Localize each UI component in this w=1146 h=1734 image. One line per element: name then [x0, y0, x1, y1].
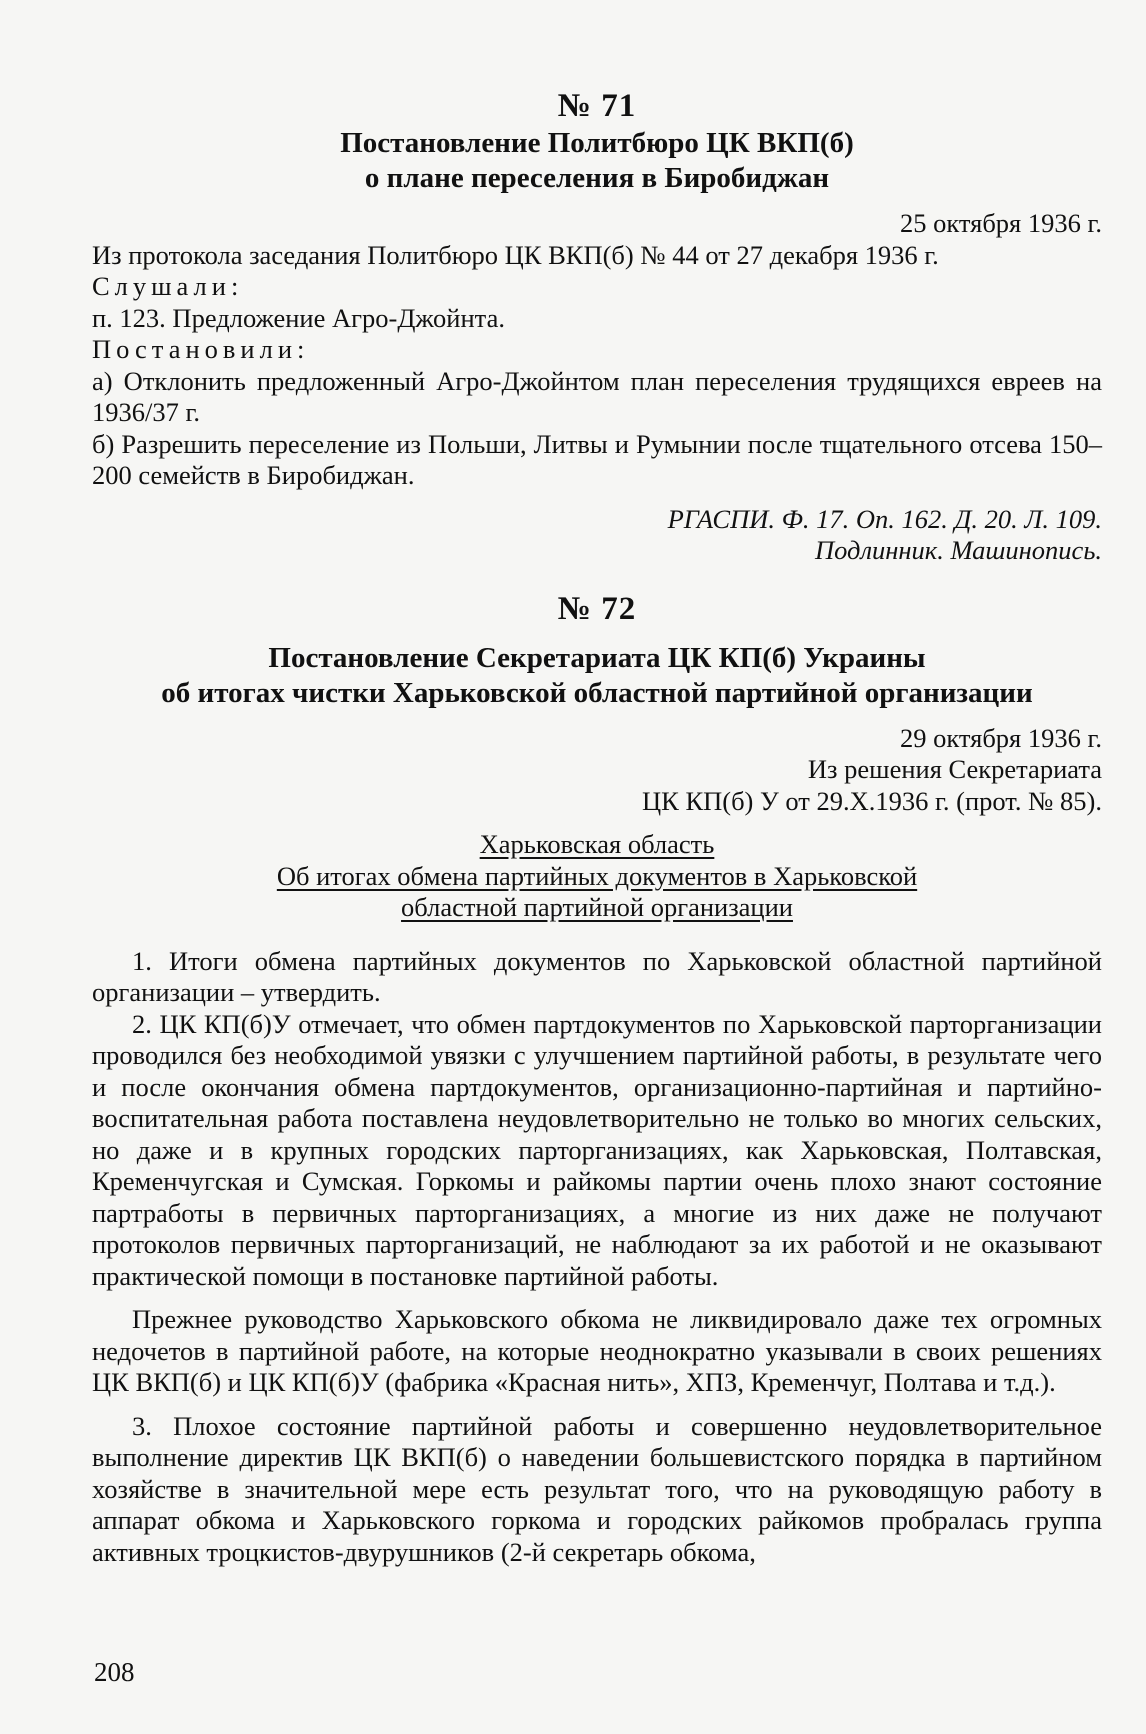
doc72-decision-line1: Из решения Секретариата [807, 754, 1102, 784]
doc72-title-line1: Постановление Секретариата ЦК КП(б) Украины [268, 641, 926, 674]
doc71-original: Подлинник. Машинопись. [815, 535, 1102, 565]
doc72-subject-line2: областной партийной организации [401, 892, 793, 922]
doc72-paragraph-1: 1. Итоги обмена партийных документов по Харьковской областной партийной организации – утвердить. [92, 945, 1102, 1007]
doc72-paragraph-3: Прежнее руководство Харьковского обкома не ликвидировало даже тех огромных недочетов в партийной работе, на которые неоднократно указывали в своих решениях ЦК ВКП(б) и ЦК КП(б)У (фабрика «Красная нить», ХПЗ, Кременчуг, Полтава и т.д.). [92, 1304, 1102, 1397]
doc71-protocol: Из протокола заседания Политбюро ЦК ВКП(б) № 44 от 27 декабря 1936 г. [92, 239, 939, 270]
doc71-resolved-label: Постановили: [92, 334, 310, 364]
doc71-title-line1: Постановление Политбюро ЦК ВКП(б) [340, 127, 854, 159]
doc71-heard-item: п. 123. Предложение Агро-Джойнта. [92, 302, 505, 333]
doc72-paragraph-2: 2. ЦК КП(б)У отмечает, что обмен партдокументов по Харьковской парторганизации проводился без необходимой увязки с улучшением партийной работы, в результате чего и после окончания обмена партдокументов, организационно-партийная и партийно-воспитательная работа поставлена неудовлетворительно не только во многих сельских, но даже и в крупных городских парторганизациях, как Харьковская, Полтавская, Кременчугская и Сумская. Горкомы и райкомы партии очень плохо знают состояние партработы в первичных парторганизациях, а многие из них даже не получают протоколов первичных парторганизаций, не наблюдают за их работой и не оказывают практической помощи в постановке партийной работы. [92, 1008, 1102, 1291]
doc72-title-line2: об итогах чистки Харьковской областной партийной организации [161, 676, 1033, 709]
doc72-subject-line1: Об итогах обмена партийных документов в Харьковской [276, 860, 918, 891]
doc71-title-line2: о плане переселения в Биробиджан [364, 162, 830, 194]
doc71-point-a: а) Отклонить предложенный Агро-Джойнтом план переселения трудящихся евреев на 1936/37 г. [92, 365, 1102, 427]
doc71-date: 25 октября 1936 г. [900, 208, 1102, 238]
doc71-point-b: б) Разрешить переселение из Польши, Литвы и Румынии после тщательного отсева 150–200 семейств в Биробиджан. [92, 428, 1102, 490]
doc71-source: РГАСПИ. Ф. 17. Оп. 162. Д. 20. Л. 109. [667, 503, 1102, 534]
doc72-region: Харьковская область [479, 829, 715, 859]
doc71-number: № 71 [557, 88, 637, 124]
doc72-date: 29 октября 1936 г. [900, 722, 1102, 753]
doc71-heard-label: Слушали: [92, 271, 244, 301]
page-number: 208 [94, 1657, 135, 1687]
page-content [92, 86, 1102, 1568]
doc72-paragraph-4: 3. Плохое состояние партийной работы и совершенно неудовлетворительное выполнение директив ЦК ВКП(б) о наведении большевистского порядка в партийном хозяйстве в значительной мере есть результат того, что на руководящую работу в аппарат обкома и Харьковского горкома и городских райкомов пробралась группа активных троцкистов-двурушников (2-й секретарь обкома, [92, 1410, 1102, 1567]
doc72-decision-line2: ЦК КП(б) У от 29.X.1936 г. (прот. № 85). [642, 785, 1102, 816]
doc72-number: № 72 [557, 590, 637, 627]
